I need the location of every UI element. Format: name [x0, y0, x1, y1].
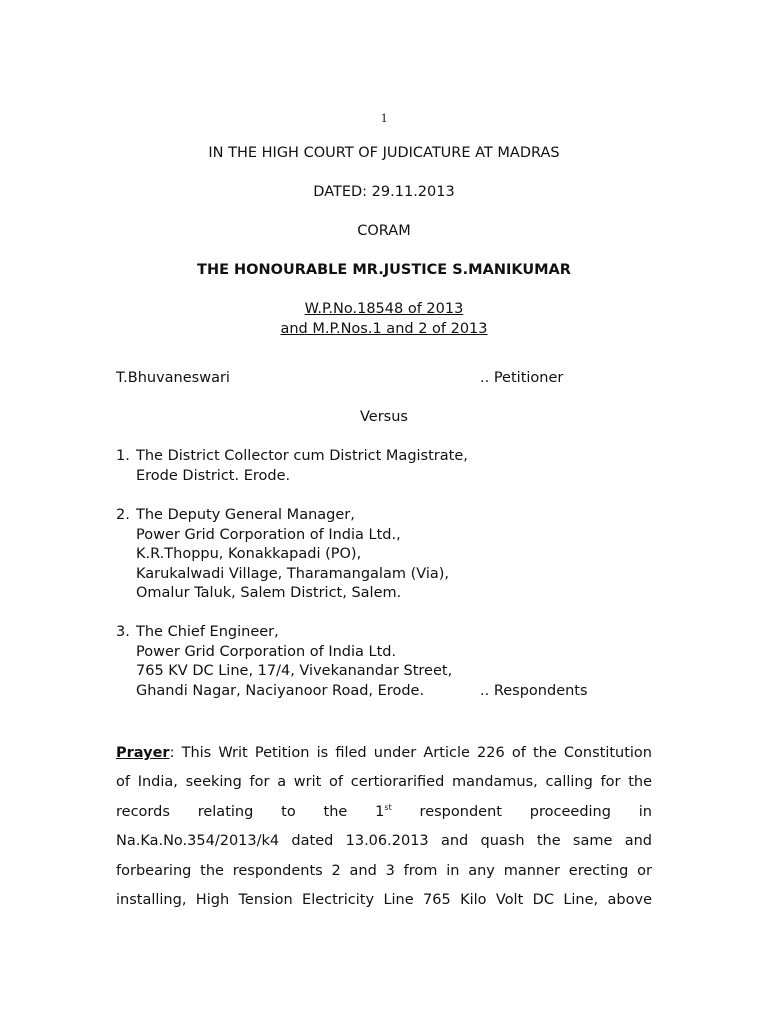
case-number-text: W.P.No.18548 of 2013: [304, 301, 464, 317]
respondent-1-line: The District Collector cum District Magistrate,: [136, 448, 468, 464]
court-name: IN THE HIGH COURT OF JUDICATURE AT MADRAS: [208, 145, 560, 161]
prayer-line: installing, High Tension Electricity Line 765 Kilo Volt DC Line, above: [116, 892, 652, 909]
respondent-2-line: Karukalwadi Village, Tharamangalam (Via),: [136, 566, 450, 582]
respondents-role: .. Respondents: [480, 683, 588, 699]
case-number: [0, 301, 768, 317]
page-number: 1: [380, 110, 388, 125]
coram-heading: CORAM: [357, 223, 411, 239]
respondent-3-number: 3.: [116, 624, 130, 640]
prayer-paragraph: [116, 739, 652, 915]
prayer-line: forbearing the respondents 2 and 3 from in any manner erecting or: [116, 862, 652, 879]
prayer-line-1-text: : This Writ Petition is filed under Article 226 of the Constitution: [169, 745, 652, 761]
respondent-3-line: 765 KV DC Line, 17/4, Vivekanandar Street,: [136, 663, 453, 679]
respondent-3-line: Ghandi Nagar, Naciyanoor Road, Erode.: [136, 683, 425, 699]
respondent-3-line: The Chief Engineer,: [136, 624, 279, 640]
prayer-line: Na.Ka.No.354/2013/k4 dated 13.06.2013 and quash the same and: [116, 833, 652, 850]
petitioner-name: T.Bhuvaneswari: [116, 370, 230, 386]
respondent-3-line: Power Grid Corporation of India Ltd.: [136, 644, 397, 660]
respondent-2-line: The Deputy General Manager,: [136, 507, 355, 523]
judge-name: THE HONOURABLE MR.JUSTICE S.MANIKUMAR: [197, 262, 571, 278]
prayer-label: Prayer: [116, 745, 170, 761]
prayer-line-3-text: records relating to the 1: [116, 803, 385, 820]
mp-number: [0, 321, 768, 337]
respondent-2-line: Omalur Taluk, Salem District, Salem.: [136, 585, 402, 601]
prayer-line: [116, 739, 652, 768]
respondent-2-number: 2.: [116, 507, 130, 523]
respondent-2-line: Power Grid Corporation of India Ltd.,: [136, 527, 401, 543]
respondent-1-number: 1.: [116, 448, 130, 464]
respondent-1-line: Erode District. Erode.: [136, 468, 291, 484]
prayer-line: of India, seeking for a writ of certiorarified mandamus, calling for the: [116, 774, 652, 791]
respondent-2-line: K.R.Thoppu, Konakkapadi (PO),: [136, 546, 362, 562]
prayer-line: [116, 798, 652, 827]
ordinal-suffix: st: [384, 802, 392, 812]
date-line: DATED: 29.11.2013: [313, 184, 455, 200]
petitioner-role: .. Petitioner: [480, 370, 564, 386]
versus-label: Versus: [360, 409, 408, 425]
prayer-line-3-rest: respondent proceeding in: [391, 803, 652, 820]
mp-number-text: and M.P.Nos.1 and 2 of 2013: [280, 321, 488, 337]
